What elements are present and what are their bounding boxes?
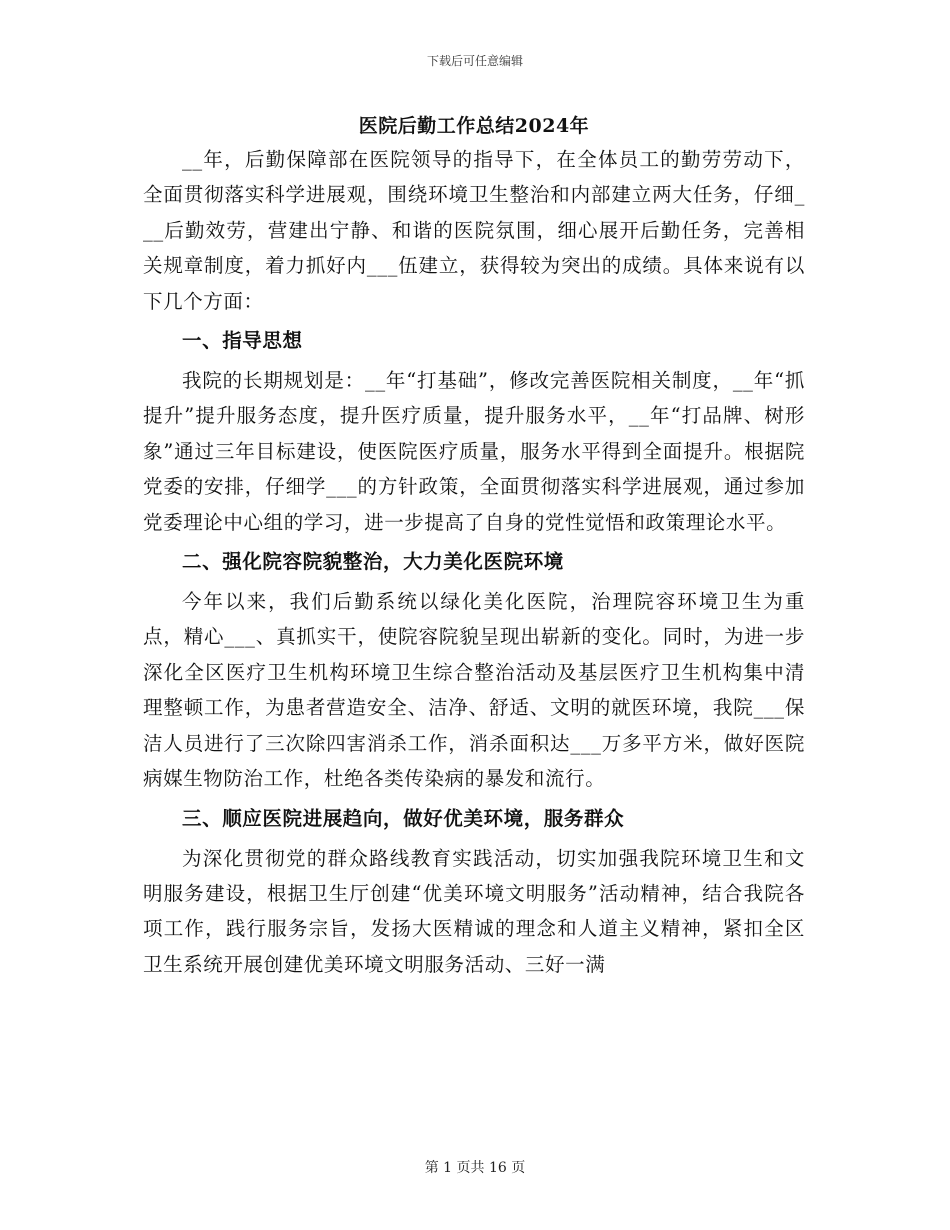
document-body <box>143 110 805 982</box>
document-title: 医院后勤工作总结2024年 <box>358 115 590 137</box>
section-1-paragraph: 我院的长期规划是：__年“打基础”，修改完善医院相关制度，__年“抓提升”提升服务态度，提升医疗质量，提升服务水平，__年“打品牌、树形象”通过三年目标建设，使医院医疗质量，服务水平得到全面提升。根据院党委的安排，仔细学___的方针政策，全面贯彻落实科学进展观，通过参加党委理论中心组的学习，进一步提高了自身的党性觉悟和政策理论水平。 <box>143 369 805 534</box>
section-heading-2: 二、强化院容院貌整治，大力美化医院环境 <box>182 550 564 574</box>
section-heading-1: 一、指导思想 <box>182 329 303 353</box>
page-number-footer: 第 1 页共 16 页 <box>424 1160 526 1176</box>
section-3-paragraph: 为深化贯彻党的群众路线教育实践活动，切实加强我院环境卫生和文明服务建设，根据卫生厅创建“优美环境文明服务”活动精神，结合我院各项工作，践行服务宗旨，发扬大医精诚的理念和人道主义精神，紧扣全区卫生系统开展创建优美环境文明服务活动、三好一满 <box>143 846 805 976</box>
section-heading-3: 三、顺应医院进展趋向，做好优美环境，服务群众 <box>182 806 625 830</box>
header-note: 下载后可任意编辑 <box>426 54 523 68</box>
section-2-paragraph: 今年以来，我们后勤系统以绿化美化医院，治理院容环境卫生为重点，精心___、真抓实干，使院容院貌呈现出崭新的变化。同时，为进一步深化全区医疗卫生机构环境卫生综合整治活动及基层医疗卫生机构集中清理整顿工作，为患者营造安全、洁净、舒适、文明的就医环境，我院___保洁人员进行了三次除四害消杀工作，消杀面积达___万多平方米，做好医院病媒生物防治工作，杜绝各类传染病的暴发和流行。 <box>143 590 805 791</box>
intro-paragraph: __年，后勤保障部在医院领导的指导下，在全体员工的勤劳劳动下，全面贯彻落实科学进展观，围绕环境卫生整治和内部建立两大任务，仔细___后勤效劳，营建出宁静、和谐的医院氛围，细心展开后勤任务，完善相关规章制度，着力抓好内___伍建立，获得较为突出的成绩。具体来说有以下几个方面： <box>143 148 805 313</box>
